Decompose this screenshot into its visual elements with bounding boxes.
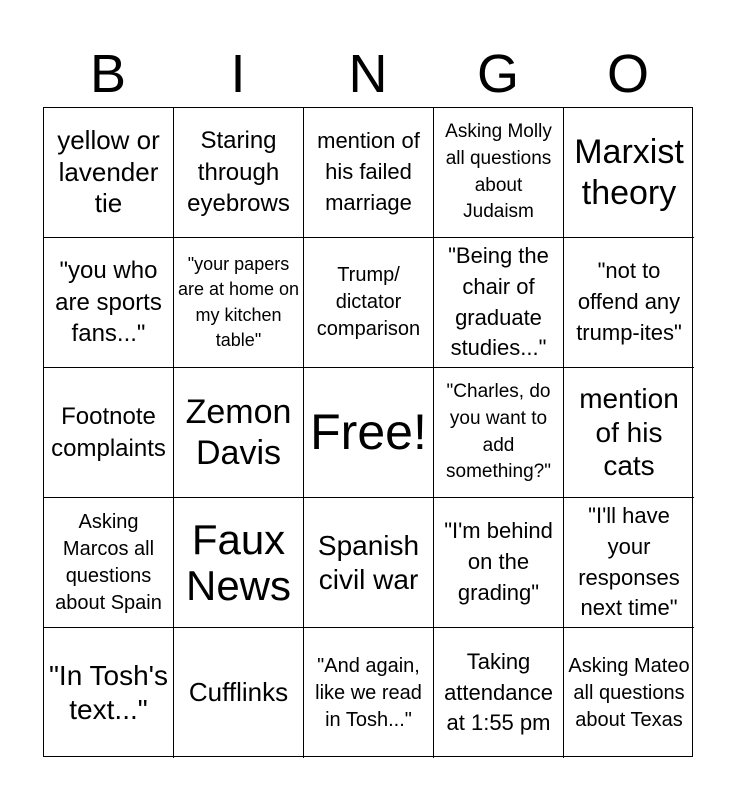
cell-text: Trump/ dictator comparison — [316, 264, 421, 340]
cell-text: Spanish civil war — [317, 529, 420, 595]
cell-text: mention of his failed marriage — [317, 128, 420, 215]
cell-text: Faux News — [185, 516, 292, 609]
cell-text: "not to offend any trump-ites" — [576, 258, 682, 345]
bingo-cell[interactable] — [44, 108, 174, 238]
cell-text: mention of his cats — [579, 383, 679, 482]
bingo-cell[interactable] — [434, 368, 564, 498]
bingo-cell[interactable] — [564, 108, 694, 238]
bingo-cell[interactable] — [564, 628, 694, 758]
cell-text: "I'm behind on the grading" — [444, 518, 553, 605]
cell-text: Asking Mateo all questions about Texas — [568, 654, 690, 731]
cell-text: "Being the chair of graduate studies..." — [448, 242, 549, 361]
bingo-cell[interactable] — [434, 238, 564, 368]
cell-text: Free! — [310, 404, 427, 461]
bingo-header — [43, 40, 693, 108]
bingo-cell[interactable] — [44, 498, 174, 628]
cell-text: "your papers are at home on my kitchen table" — [177, 254, 300, 350]
bingo-cell[interactable] — [564, 238, 694, 368]
bingo-cell[interactable] — [174, 238, 304, 368]
bingo-cell[interactable] — [434, 628, 564, 758]
cell-text: "you who are sports fans..." — [55, 256, 162, 348]
bingo-cell[interactable] — [434, 108, 564, 238]
bingo-cell[interactable] — [174, 628, 304, 758]
cell-text: Cufflinks — [188, 677, 289, 708]
cell-text: "I'll have your responses next time" — [578, 502, 680, 621]
bingo-cell[interactable] — [564, 368, 694, 498]
cell-text: Zemon Davis — [185, 392, 292, 472]
cell-text: Staring through eyebrows — [187, 126, 290, 218]
bingo-cell[interactable] — [304, 108, 434, 238]
bingo-cell[interactable] — [304, 238, 434, 368]
bingo-cell[interactable] — [44, 238, 174, 368]
cell-text: "In Tosh's text..." — [48, 660, 169, 725]
bingo-cell[interactable] — [44, 368, 174, 498]
bingo-cell[interactable] — [174, 368, 304, 498]
header-letter-o: O — [606, 44, 649, 104]
cell-text: "Charles, do you want to add something?" — [446, 381, 551, 483]
bingo-cell[interactable] — [304, 498, 434, 628]
header-letter-b: B — [89, 44, 127, 104]
cell-text: Asking Molly all questions about Judaism — [445, 121, 552, 223]
bingo-board — [43, 107, 693, 757]
cell-text: "And again, like we read in Tosh..." — [315, 654, 422, 731]
bingo-cell[interactable] — [434, 498, 564, 628]
cell-text: yellow or lavender tie — [57, 124, 160, 219]
cell-text: Marxist theory — [574, 132, 684, 212]
bingo-cell[interactable] — [174, 108, 304, 238]
cell-text: Asking Marcos all questions about Spain — [55, 510, 162, 614]
bingo-cell[interactable] — [304, 628, 434, 758]
header-letter-g: G — [476, 44, 519, 104]
header-letter-n: N — [348, 44, 388, 104]
cell-text: Footnote complaints — [51, 402, 166, 462]
free-cell[interactable] — [304, 368, 434, 498]
cell-text: Taking attendance at 1:55 pm — [444, 648, 553, 736]
bingo-cell[interactable] — [44, 628, 174, 758]
header-letter-i: I — [230, 44, 246, 104]
bingo-cell[interactable] — [564, 498, 694, 628]
bingo-cell[interactable] — [174, 498, 304, 628]
